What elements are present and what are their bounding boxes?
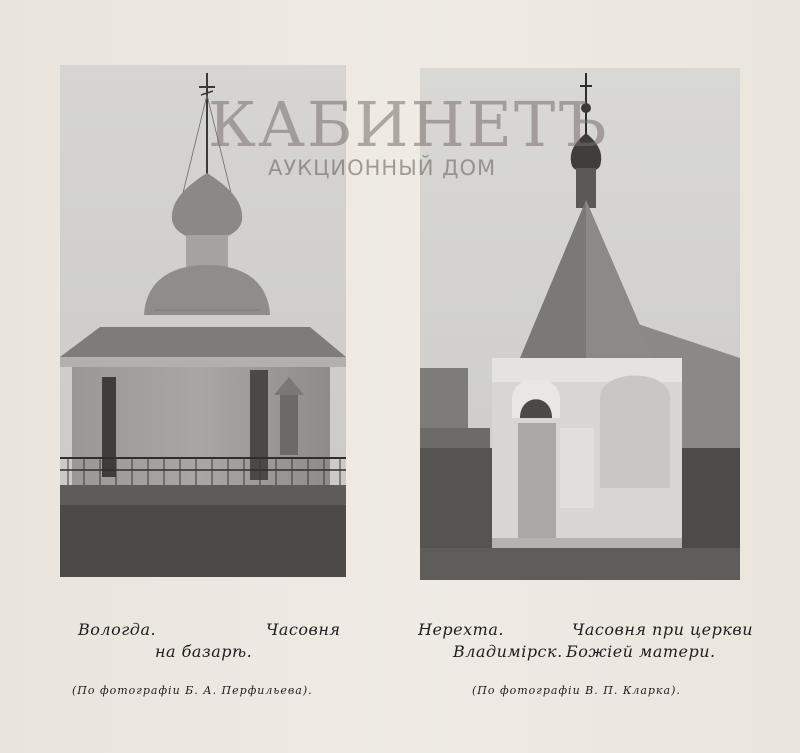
caption-left-credit: (По фотографіи Б. А. Перфильева). bbox=[72, 684, 313, 697]
caption-right-subject-2: Божіей матери. bbox=[566, 642, 716, 661]
caption-right-city: Нерехта. bbox=[418, 620, 504, 639]
caption-left-city: Вологда. bbox=[78, 620, 157, 639]
watermark-subtitle: АУКЦИОННЫЙ ДОМ bbox=[268, 156, 497, 180]
caption-left-subject-2: на базарѣ. bbox=[155, 642, 253, 661]
caption-right-credit: (По фотографіи В. П. Кларка). bbox=[472, 684, 681, 697]
caption-right-region: Владимірск. bbox=[453, 642, 563, 661]
caption-right-subject-1: Часовня при церкви bbox=[572, 620, 754, 639]
caption-left-subject-1: Часовня bbox=[266, 620, 341, 639]
watermark-title: КАБИНЕТЪ bbox=[208, 88, 609, 161]
